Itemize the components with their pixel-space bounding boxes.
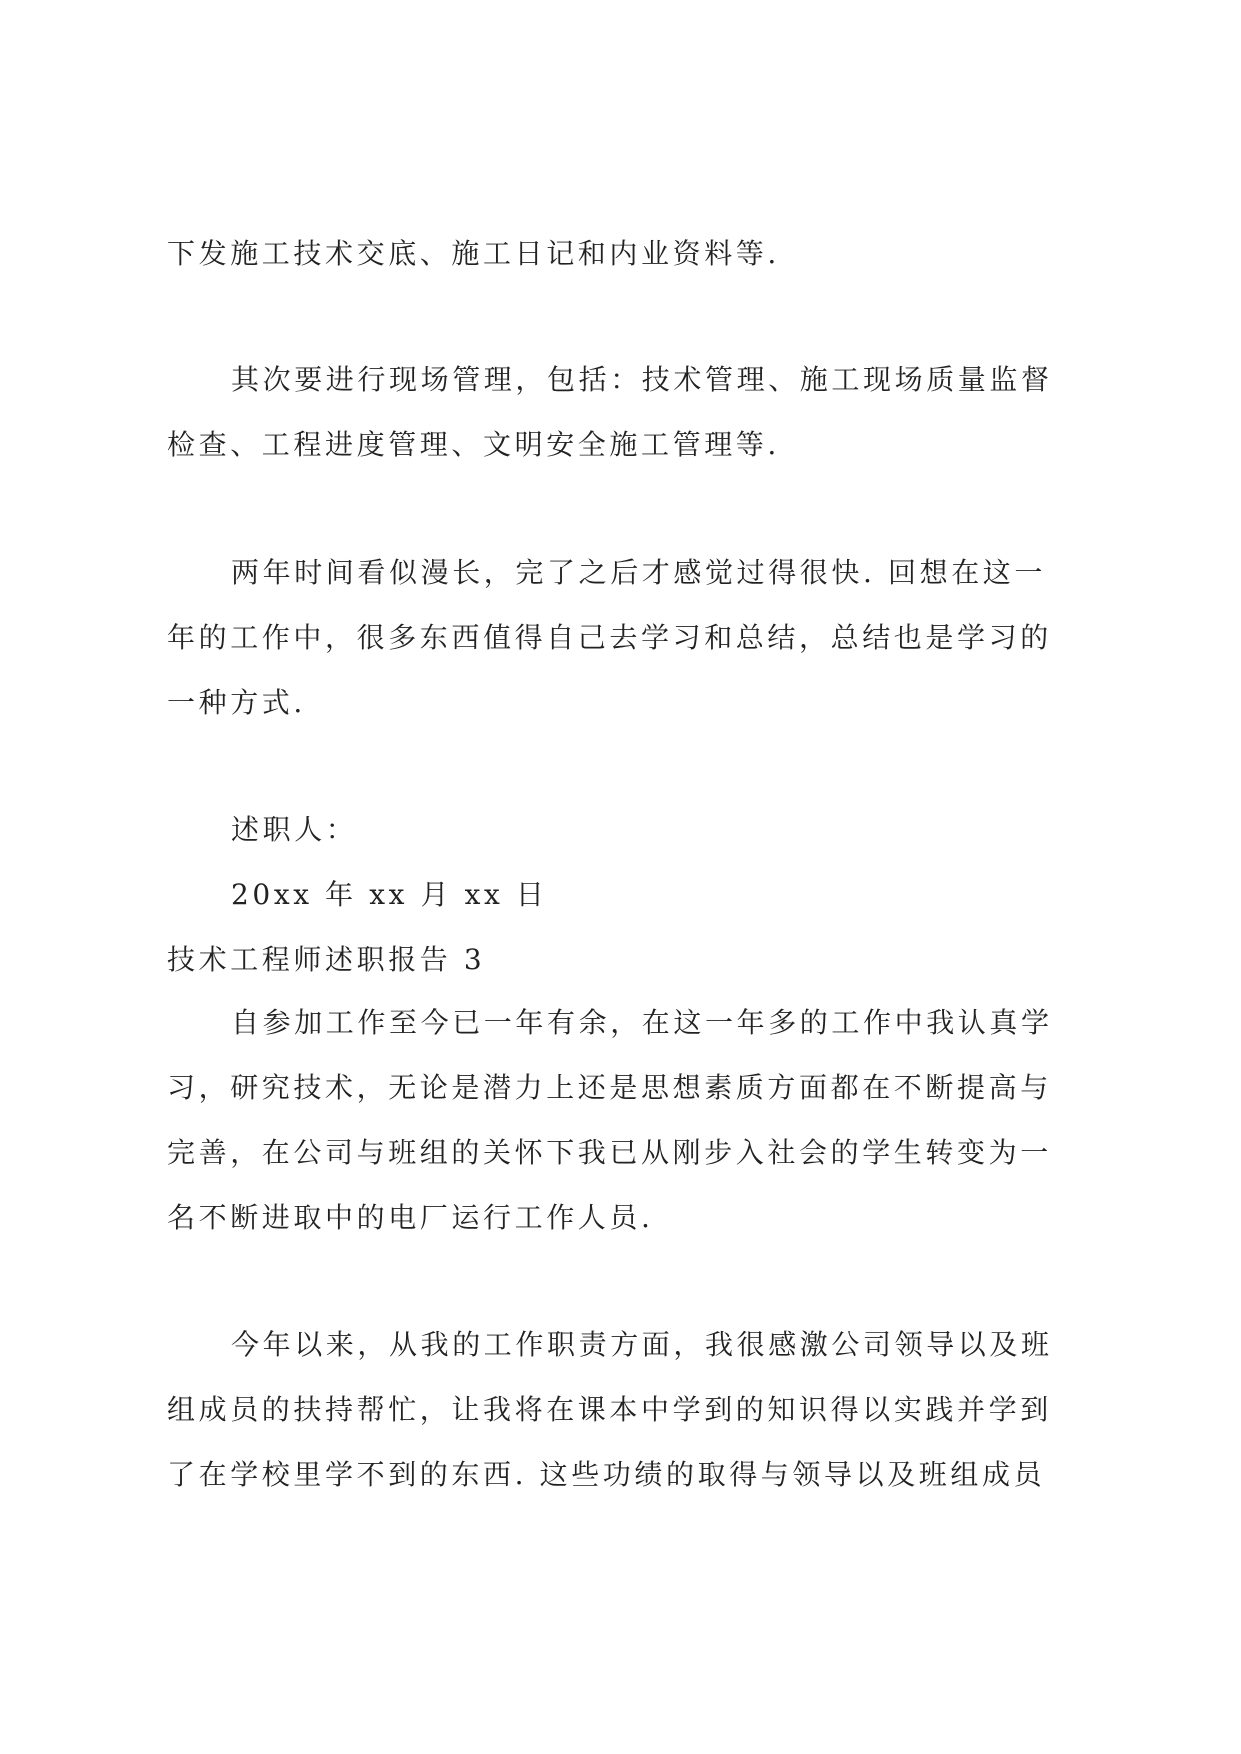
- signature-date: 20xx 年 xx 月 xx 日: [231, 878, 548, 911]
- text-line: 其次要进行现场管理，包括：技术管理、施工现场质量监督: [231, 363, 1053, 396]
- text-line: 名不断进取中的电厂运行工作人员.: [167, 1201, 654, 1234]
- text-line: 一种方式.: [167, 686, 306, 719]
- text-line: 今年以来，从我的工作职责方面，我很感激公司领导以及班: [231, 1328, 1053, 1361]
- text-line: 自参加工作至今已一年有余，在这一年多的工作中我认真学: [231, 1006, 1053, 1039]
- text-line: 组成员的扶持帮忙，让我将在课本中学到的知识得以实践并学到: [167, 1393, 1052, 1426]
- section-title: 技术工程师述职报告 3: [167, 943, 486, 976]
- text-line: 完善，在公司与班组的关怀下我已从刚步入社会的学生转变为一: [167, 1136, 1052, 1169]
- text-line: 检查、工程进度管理、文明安全施工管理等.: [167, 428, 780, 461]
- text-line: 年的工作中，很多东西值得自己去学习和总结，总结也是学习的: [167, 621, 1052, 654]
- text-line: 下发施工技术交底、施工日记和内业资料等.: [167, 237, 780, 270]
- text-line: 了在学校里学不到的东西. 这些功绩的取得与领导以及班组成员: [167, 1458, 1046, 1491]
- signature-label: 述职人：: [231, 813, 358, 846]
- text-line: 习，研究技术，无论是潜力上还是思想素质方面都在不断提高与: [167, 1071, 1052, 1104]
- text-line: 两年时间看似漫长，完了之后才感觉过得很快. 回想在这一: [231, 556, 1047, 589]
